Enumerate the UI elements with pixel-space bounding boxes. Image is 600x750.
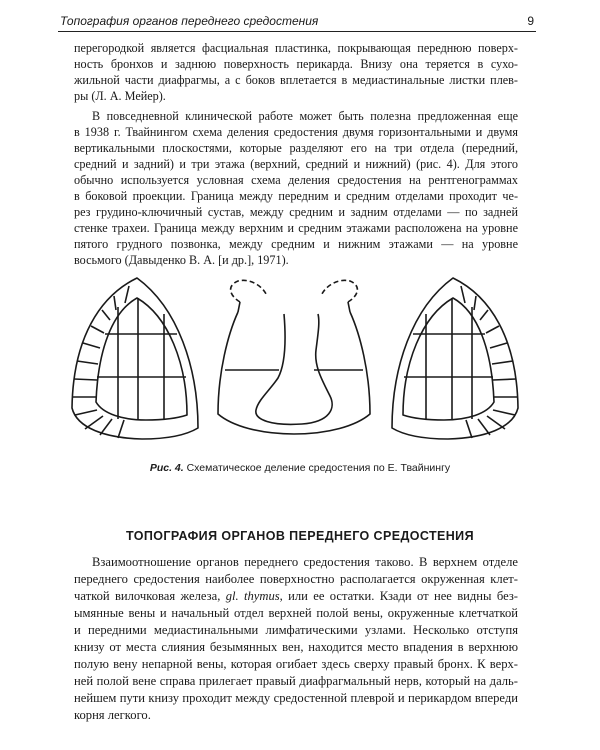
text-line: полую вену непарной вены, которая огибает здесь сверху правый бронх. К верх-: [74, 657, 518, 671]
text-line: в боковой проекции. Граница между передним и средним отделами проходит че-: [74, 189, 518, 203]
text-line: ней полой вене справа прилегает правый диафрагмальный нерв, который на даль-: [74, 674, 518, 688]
text-line: переднего средостения наиболее поверхностно располагается окруженная клет-: [74, 572, 518, 586]
text-line: ность бронхов и заднюю поверхность перикарда. Внизу она теряется в сухо-: [74, 57, 518, 71]
text-line: нейшем пути книзу проходит между средостенной плеврой и перикардом впереди: [74, 691, 518, 705]
text-run: чаткой вилочковая железа,: [74, 589, 226, 603]
figure-caption-text: Схематическое деление средостения по Е. Твайнингу: [186, 462, 451, 474]
figure-caption: [0, 462, 600, 474]
figure-label: Рис. 4.: [149, 462, 184, 474]
text-line: В повседневной клинической работе может быть полезна предложенная еще: [92, 109, 518, 123]
mediastinum-division-figure: [60, 268, 530, 458]
left-lateral-scheme: [72, 278, 198, 439]
text-line: книзу от места слияния безымянных вен, находится место впадения в верхнюю: [74, 640, 518, 654]
text-line: восьмого (Давыденко В. А. [и др.], 1971).: [74, 253, 289, 267]
text-line: стенке трахеи. Граница между верхним и средним этажами расположена на уровне: [74, 221, 518, 235]
section-heading: ТОПОГРАФИЯ ОРГАНОВ ПЕРЕДНЕГО СРЕДОСТЕНИЯ: [126, 529, 474, 543]
text-run: , или ее остатки. Кзади от нее видны без-: [279, 589, 518, 603]
text-line: вертикальными плоскостями, которые разделяют его на три отдела (передний,: [74, 141, 518, 155]
text-line: жильной части диафрагмы, а с боков вплетается в медиастинальные листки плев-: [74, 73, 518, 87]
page-number: 9: [527, 14, 534, 28]
text-line: рез грудино-ключичный сустав, между средним и задним отделами — по задней: [74, 205, 518, 219]
central-frontal-scheme: [218, 280, 370, 434]
right-lateral-scheme: [392, 278, 518, 439]
text-line: ымянные вены и начальный отдел верхней полой вены, окруженные клетчаткой: [74, 606, 518, 620]
latin-term: gl. thymus: [225, 589, 280, 603]
running-title: Топография органов переднего средостения: [60, 14, 319, 28]
text-line: обычно используется условная схема деления средостения на рентгенограммах: [74, 173, 518, 187]
text-line: и передними медиастинальными лимфатическими узлами. Несколько отступя: [74, 623, 518, 637]
text-line: корня легкого.: [74, 708, 151, 722]
text-line: средний и задний) и три этажа (верхний, средний и нижний) (рис. 4). Для этого: [74, 157, 518, 171]
text-line: в 1938 г. Твайнингом схема деления средостения двумя горизонтальными и двумя: [74, 125, 518, 139]
text-line: ры (Л. А. Мейер).: [74, 89, 166, 103]
text-line: перегородкой является фасциальная пластинка, покрывающая переднюю поверх-: [74, 41, 518, 55]
running-header: [58, 4, 536, 32]
text-line: Взаимоотношение органов переднего средостения таково. В верхнем отделе: [92, 555, 518, 569]
text-line: [74, 588, 518, 605]
text-line: пятого грудного позвонка, между средним и нижним этажами — на уровне: [74, 237, 518, 251]
